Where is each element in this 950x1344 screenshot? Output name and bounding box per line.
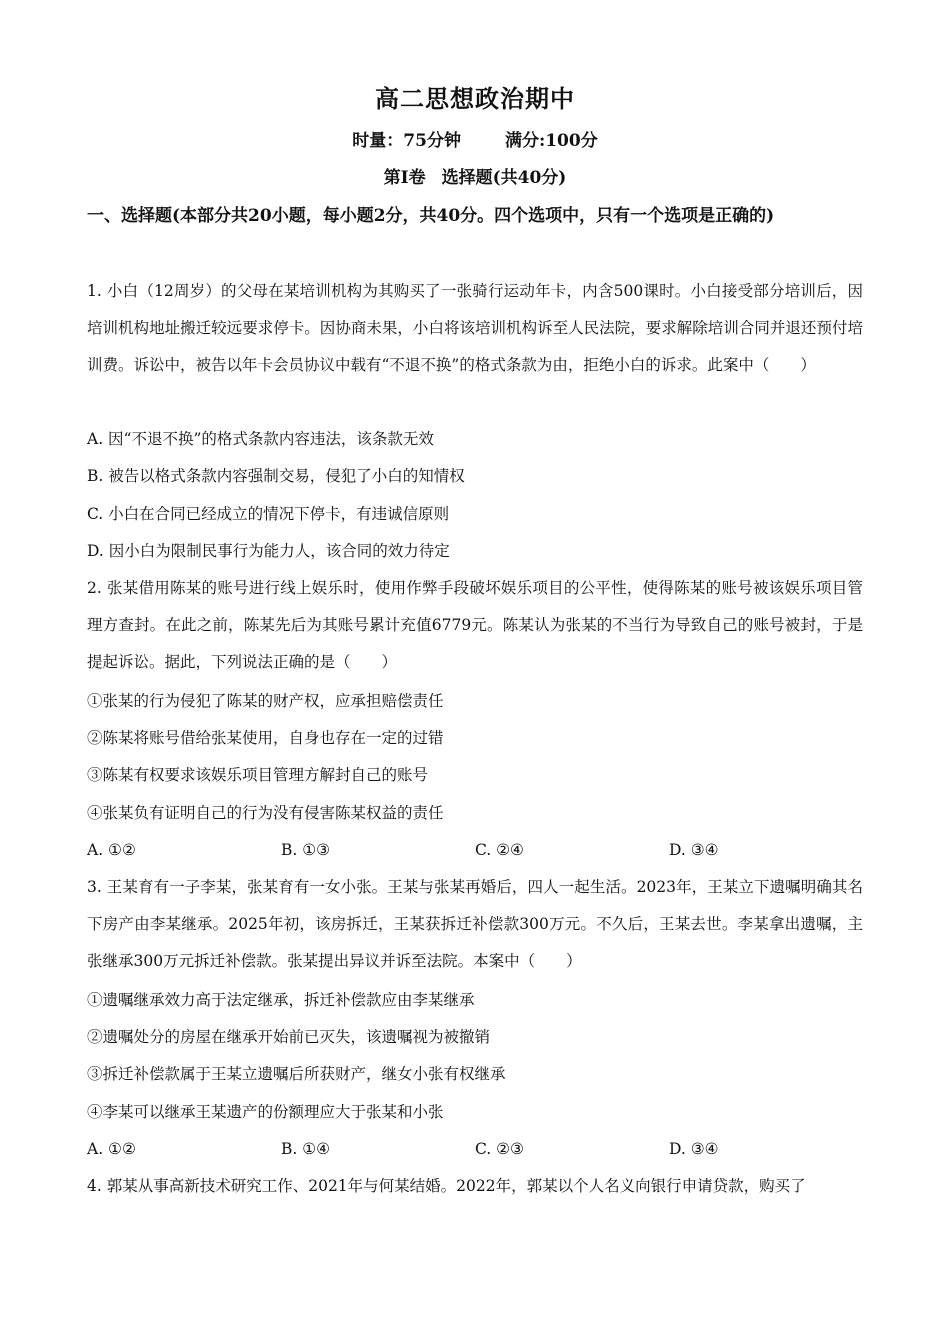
question-2-statement-2: ②陈某将账号借给张某使用，自身也存在一定的过错 bbox=[87, 729, 444, 747]
question-2-choice-c: C. ②④ bbox=[475, 841, 524, 859]
time-limit: 时量：75分钟 bbox=[352, 131, 461, 151]
question-3-choice-d: D. ③④ bbox=[669, 1140, 719, 1158]
question-3-statement-4: ④李某可以继承王某遗产的份额理应大于张某和小张 bbox=[87, 1103, 444, 1121]
full-score: 满分:100分 bbox=[504, 131, 598, 151]
section-instructions: 一、选择题(本部分共20小题，每小题2分，共40分。四个选项中，只有一个选项是正确的) bbox=[87, 206, 775, 226]
section-name: 选择题(共40分) bbox=[441, 168, 567, 188]
question-1-option-c: C. 小白在合同已经成立的情况下停卡，有违诚信原则 bbox=[87, 505, 450, 523]
question-3-stem: 3. 王某育有一子李某，张某育有一女小张。王某与张某再婚后，四人一起生活。2023年，王某立下遗嘱明确其名下房产由李某继承。2025年初，该房拆迁，王某获拆迁补偿款300万元。不久后，王某去世。李某拿出遗嘱，主张继承300万元拆迁补偿款。张某提出异议并诉至法院。本案中（ ） bbox=[87, 878, 863, 970]
question-3-statement-2: ②遗嘱处分的房屋在继承开始前已灭失，该遗嘱视为被撤销 bbox=[87, 1028, 491, 1046]
section-heading bbox=[0, 165, 950, 191]
question-3-statement-1: ①遗嘱继承效力高于法定继承，拆迁补偿款应由李某继承 bbox=[87, 991, 475, 1009]
question-2-statement-4: ④张某负有证明自己的行为没有侵害陈某权益的责任 bbox=[87, 804, 444, 822]
question-2-statement-1: ①张某的行为侵犯了陈某的财产权，应承担赔偿责任 bbox=[87, 692, 444, 710]
exam-title: 高二思想政治期中 bbox=[375, 84, 575, 113]
question-2-choice-d: D. ③④ bbox=[669, 841, 719, 859]
question-2-statement-3: ③陈某有权要求该娱乐项目管理方解封自己的账号 bbox=[87, 766, 429, 784]
question-3-choice-b: B. ①④ bbox=[281, 1140, 331, 1158]
question-2-choice-b: B. ①③ bbox=[281, 841, 331, 859]
question-3-statement-3: ③拆迁补偿款属于王某立遗嘱后所获财产，继女小张有权继承 bbox=[87, 1065, 506, 1083]
question-3-choice-a: A. ①② bbox=[87, 1140, 136, 1158]
question-1-option-a: A. 因“不退不换”的格式条款内容违法，该条款无效 bbox=[87, 430, 434, 448]
question-3-choice-c: C. ②③ bbox=[475, 1140, 524, 1158]
exam-meta bbox=[0, 128, 950, 154]
question-1-option-d: D. 因小白为限制民事行为能力人，该合同的效力待定 bbox=[87, 542, 450, 560]
question-1-stem: 1. 小白（12周岁）的父母在某培训机构为其购买了一张骑行运动年卡，内含500课时。小白接受部分培训后，因培训机构地址搬迁较远要求停卡。因协商未果，小白将该培训机构诉至人民法院，要求解除培训合同并退还预付培训费。诉讼中，被告以年卡会员协议中载有“不退不换”的格式条款为由，拒绝小白的诉求。此案中（ ） bbox=[87, 282, 863, 374]
question-4-stem: 4. 郭某从事高新技术研究工作、2021年与何某结婚。2022年，郭某以个人名义向银行申请贷款，购买了 bbox=[87, 1177, 806, 1195]
question-2-choice-a: A. ①② bbox=[87, 841, 136, 859]
question-2-stem: 2. 张某借用陈某的账号进行线上娱乐时，使用作弊手段破坏娱乐项目的公平性，使得陈某的账号被该娱乐项目管理方查封。在此之前，陈某先后为其账号累计充值6779元。陈某认为张某的不当行为导致自己的账号被封，于是提起诉讼。据此，下列说法正确的是（ ） bbox=[87, 579, 863, 671]
section-part: 第Ⅰ卷 bbox=[383, 168, 426, 188]
question-1-option-b: B. 被告以格式条款内容强制交易，侵犯了小白的知情权 bbox=[87, 467, 465, 485]
